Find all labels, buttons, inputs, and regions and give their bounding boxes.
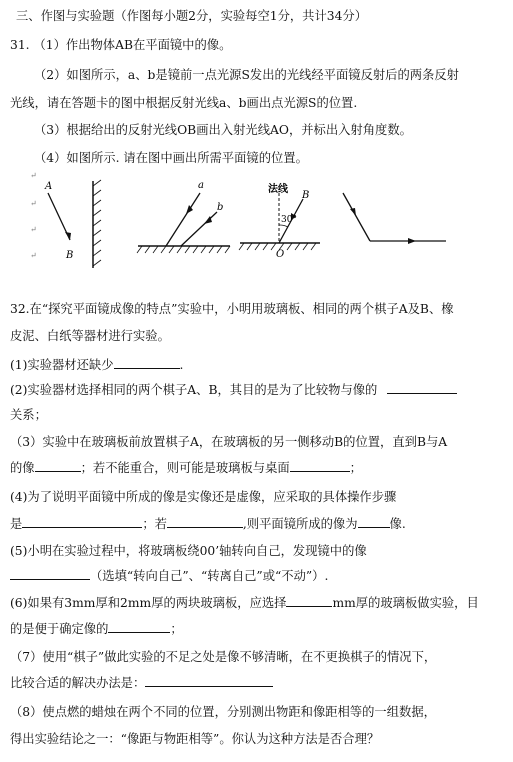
q32-part6-text-c: 的是便于确定像的: [10, 622, 109, 636]
answer-blank-7[interactable]: [358, 515, 390, 528]
q32-part5-cont: [10, 567, 328, 585]
q31-part2: （2）如图所示，a、b是镜前一点光源S发出的光线经平面镜反射后的两条反射: [34, 68, 459, 82]
figure-2-mirror: [137, 246, 230, 253]
incident-ray: [343, 193, 370, 241]
object-arrow-icon: [65, 232, 71, 240]
label-angle: 30°: [281, 215, 297, 225]
q32-part1: [10, 356, 183, 374]
q32-part4-text-d: 像.: [389, 517, 406, 531]
q32-part6-text-b: mm厚的玻璃板做实验，目: [332, 596, 479, 610]
ray-a: [166, 193, 200, 246]
q32-part7: （7）使用“棋子”做此实验的不足之处是像不够清晰，在不更换棋子的情况下，: [10, 650, 437, 664]
section-title: 三、作图与实验题（作图每小题2分，实验每空1分，共计34分）: [16, 9, 368, 23]
q32-part3-text-c: ；: [349, 461, 362, 475]
figure-1-mirror: [93, 180, 101, 268]
label-point-o: O: [276, 249, 285, 260]
q32-part8-cont: 得出实验结论之一：“像距与物距相等”。你认为这种方法是否合理？: [10, 732, 380, 746]
q32-part4-text-a: 是: [10, 517, 23, 531]
paragraph-mark-icon: ↵: [30, 171, 37, 180]
q32-part3-text-b: ；若不能重合，则可能是玻璃板与桌面: [80, 461, 290, 475]
label-ray-a: a: [198, 180, 204, 191]
q32-part4: (4)为了说明平面镜中所成的像是实像还是虚像，应采取的具体操作步骤: [10, 490, 397, 504]
q32-part5-text: （选填“转向自己”、“转离自己”或“不动”）.: [90, 569, 329, 583]
q32-part6-text-a: (6)如果有3mm厚和2mm厚的两块玻璃板，应选择: [10, 596, 287, 610]
q31-part2-cont: 光线，请在答题卡的图中根据反射光线a、b画出点光源S的位置.: [10, 96, 358, 110]
q32-part5: (5)小明在实验过程中，将玻璃板绕00’轴转向自己，发现镜中的像: [10, 544, 367, 558]
q32-part6-cont: [10, 620, 183, 638]
outgoing-ray-arrow-icon: [408, 238, 416, 244]
q32-part6-text-d: ；: [170, 622, 183, 636]
q31-part1: 31. （1）作出物体AB在平面镜中的像。: [10, 38, 232, 52]
q32-part8: （8）使点燃的蜡烛在两个不同的位置，分别测出物距和像距相等的一组数据，: [10, 705, 436, 719]
q32-part6: [10, 594, 479, 612]
q32-part1-text: (1)实验器材还缺少: [10, 358, 114, 372]
q32-part3-text-a: 的像: [10, 461, 35, 475]
answer-blank-3[interactable]: [35, 459, 81, 472]
answer-blank-1[interactable]: [114, 356, 180, 369]
q32-part2-cont: 关系；: [10, 408, 47, 422]
answer-blank-4[interactable]: [290, 459, 350, 472]
paragraph-mark-icon: ↵: [30, 199, 37, 208]
q31-part4: （4）如图所示. 请在图中画出所需平面镜的位置。: [34, 151, 308, 165]
label-point-b: B: [302, 190, 310, 201]
label-normal: 法线: [268, 184, 288, 195]
incident-ray-arrow-icon: [350, 208, 356, 216]
q31-part3: （3）根据给出的反射光线OB画出入射光线AO，并标出入射角度数。: [34, 123, 412, 137]
paragraph-mark-icon: ↵: [30, 225, 37, 234]
label-a: A: [45, 181, 53, 192]
q32-intro-cont: 皮泥、白纸等器材进行实验。: [10, 329, 170, 343]
answer-blank-2[interactable]: [387, 381, 457, 394]
q32-part7-cont: [10, 674, 273, 692]
paragraph-mark-icon: ↵: [30, 251, 37, 260]
q32-part4-text-b: ；若: [142, 517, 167, 531]
answer-blank-11[interactable]: [145, 674, 273, 687]
answer-blank-9[interactable]: [286, 594, 332, 607]
answer-blank-8[interactable]: [10, 567, 90, 580]
q32-part2-text: (2)实验器材选择相同的两个棋子A、B，其目的是为了比较物与像的: [10, 383, 378, 397]
q32-part7-text: 比较合适的解决办法是：: [10, 676, 146, 690]
q32-part3-cont: [10, 459, 362, 477]
angle-arc: [279, 225, 288, 227]
q32-part4-cont: [10, 515, 406, 533]
q32-intro: 32.在“探究平面镜成像的特点”实验中，小明用玻璃板、相同的两个棋子A及B、橡: [10, 302, 454, 316]
q32-part1-end: .: [179, 358, 184, 372]
ray-b: [181, 212, 217, 246]
label-ray-b: b: [217, 202, 224, 213]
answer-blank-10[interactable]: [108, 620, 170, 633]
q32-part4-text-c: ,则平面镜所成的像为: [242, 517, 358, 531]
q32-part3: （3）实验中在玻璃板前放置棋子A，在玻璃板的另一侧移动B的位置，直到B与A: [10, 435, 448, 449]
q32-part2: [10, 381, 457, 399]
answer-blank-6[interactable]: [167, 515, 243, 528]
answer-blank-5[interactable]: [22, 515, 142, 528]
label-b: B: [66, 250, 74, 261]
